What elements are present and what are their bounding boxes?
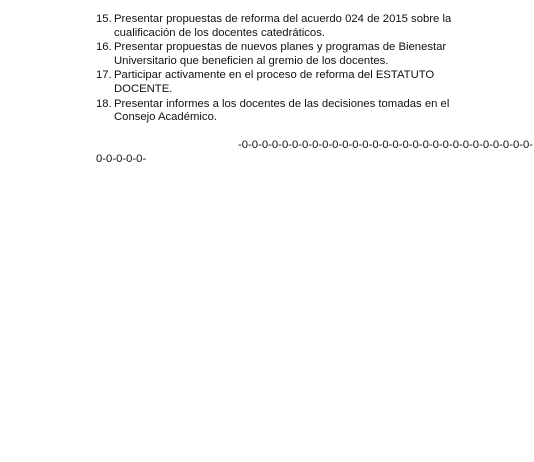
list-item (96, 69, 496, 96)
list-item (96, 41, 496, 68)
separator-line: -0-0-0-0-0-0-0-0-0-0-0-0-0-0-0-0-0-0-0-0-0-0-0-0-0-0-0-0-0- (238, 139, 534, 151)
list-item-number: 15. (96, 13, 112, 25)
list-item-text-line: Presentar informes a los docentes de las decisiones tomadas en el (114, 97, 450, 110)
numbered-list (96, 13, 496, 126)
list-item-number: 18. (96, 97, 112, 110)
list-item-number: 17. (96, 69, 112, 82)
list-item-text-line: cualificación de los docentes catedráticos. (114, 26, 325, 39)
list-item (96, 98, 496, 125)
separator-line-continuation: 0-0-0-0-0- (96, 153, 147, 165)
list-item-number: 16. (96, 41, 112, 54)
list-item-text-line: Participar activamente en el proceso de reforma del ESTATUTO (114, 69, 435, 82)
list-item-text-line: DOCENTE. (114, 82, 173, 95)
list-item (96, 13, 496, 40)
list-item-text-line: Universitario que beneficien al gremio de los docentes. (114, 54, 389, 67)
list-item-text-line: Consejo Académico. (114, 111, 217, 124)
list-item-text-line: Presentar propuestas de reforma del acuerdo 024 de 2015 sobre la (114, 13, 452, 25)
list-item-text-line: Presentar propuestas de nuevos planes y programas de Bienestar (114, 41, 447, 54)
